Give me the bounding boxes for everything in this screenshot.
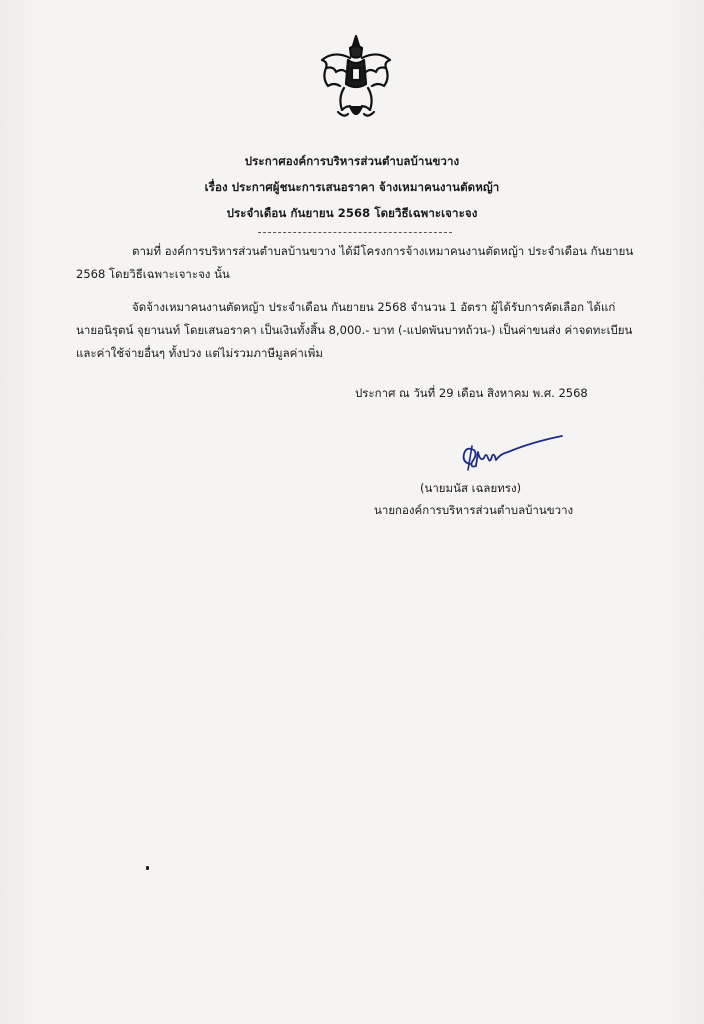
paragraph-line: 2568 โดยวิธีเฉพาะเจาะจง นั้น xyxy=(76,267,230,281)
signer-name: (นายมนัส เฉลยทรง) xyxy=(420,481,522,495)
handwritten-signature xyxy=(452,428,572,476)
paragraph-line: จัดจ้างเหมาคนงานตัดหญ้า ประจำเดือน กันยายน 2568 จำนวน 1 อัตรา ผู้ได้รับการคัดเลือก ได้แก่ xyxy=(132,300,616,314)
header-divider xyxy=(258,232,452,233)
header-period: ประจำเดือน กันยายน 2568 โดยวิธีเฉพาะเจาะจง xyxy=(226,206,478,220)
announcement-header xyxy=(0,148,704,226)
garuda-emblem-icon xyxy=(314,32,398,124)
signer-title: นายกองค์การบริหารส่วนตำบลบ้านขวาง xyxy=(374,503,574,517)
paragraph-line: ตามที่ องค์การบริหารส่วนตำบลบ้านขวาง ได้มีโครงการจ้างเหมาคนงานตัดหญ้า ประจำเดือน กันยายน xyxy=(132,244,634,258)
paragraph-line: นายอนิรุตน์ จุยานนท์ โดยเสนอราคา เป็นเงินทั้งสิ้น 8,000.- บาท (-แปดพันบาทถ้วน-) เป็นค่าขนส่ง ค่าจดทะเบียน xyxy=(76,323,633,337)
body-paragraph-2 xyxy=(76,296,636,365)
announcement-date: ประกาศ ณ วันที่ 29 เดือน สิงหาคม พ.ศ. 2568 xyxy=(355,386,588,400)
body-paragraph-1 xyxy=(76,240,636,286)
header-subject: เรื่อง ประกาศผู้ชนะการเสนอราคา จ้างเหมาคนงานตัดหญ้า xyxy=(204,180,500,194)
header-title: ประกาศองค์การบริหารส่วนตำบลบ้านขวาง xyxy=(244,154,460,168)
paragraph-line: และค่าใช้จ่ายอื่นๆ ทั้งปวง แต่ไม่รวมภาษีมูลค่าเพิ่ม xyxy=(76,346,323,360)
scan-speck xyxy=(146,866,149,870)
